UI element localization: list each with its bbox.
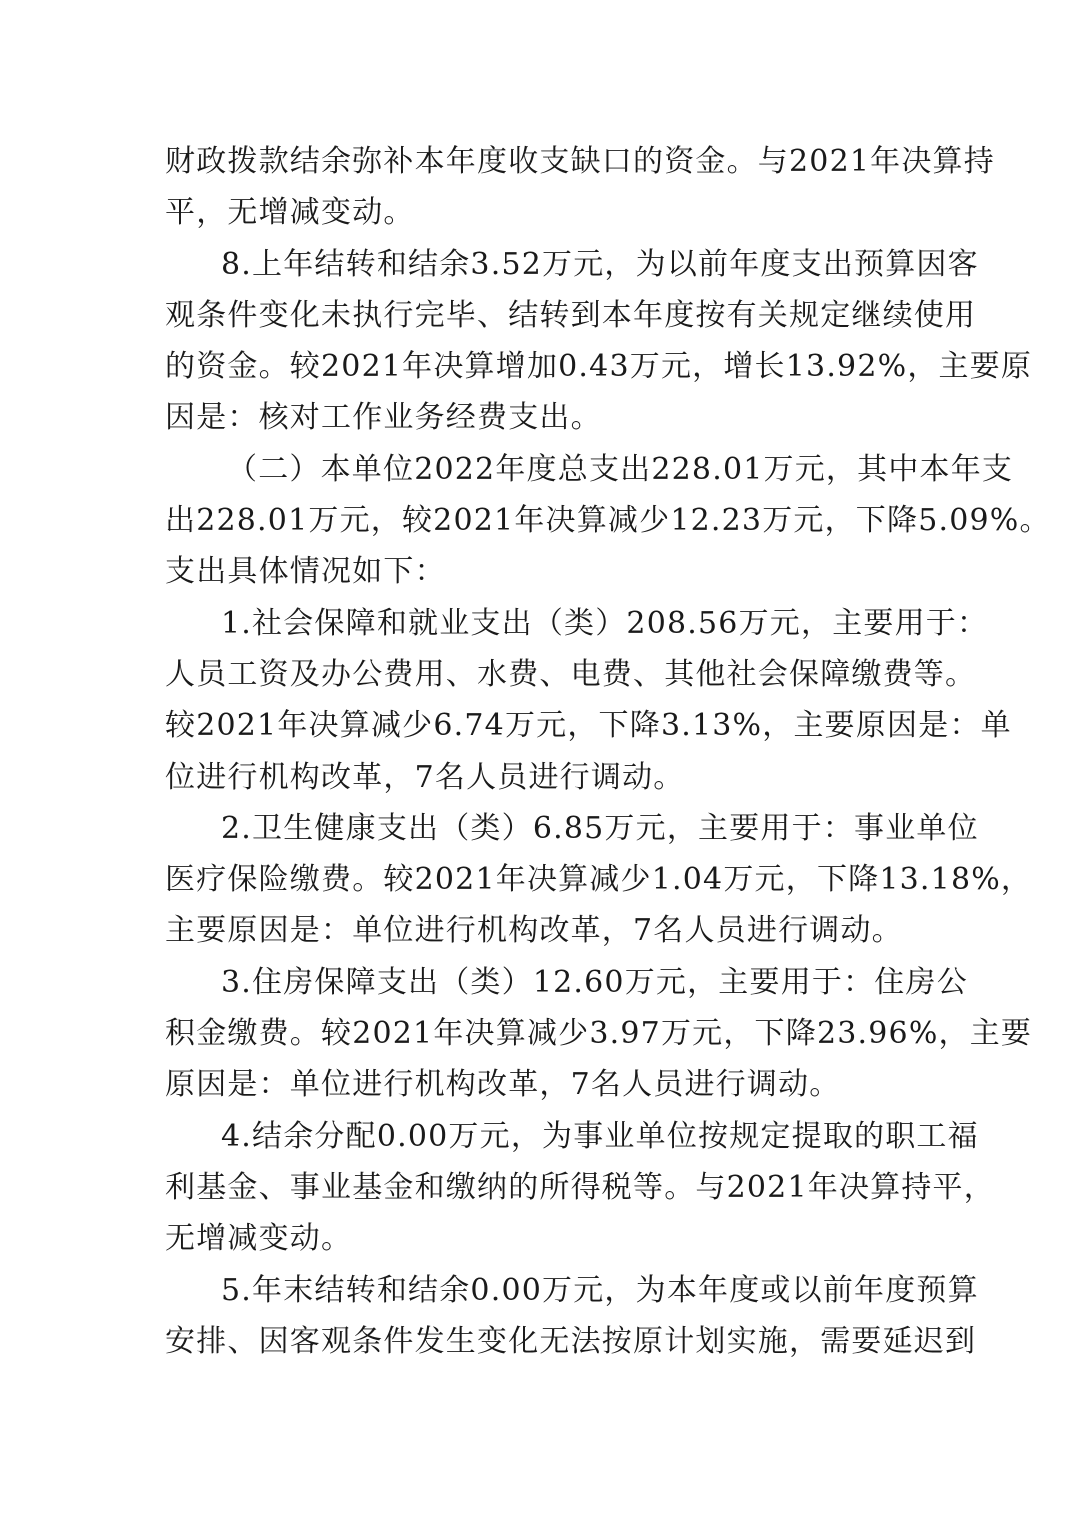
paragraph-line: 2.卫生健康支出（类）6.85万元，主要用于：事业单位	[221, 810, 979, 846]
paragraph-line: 医疗保险缴费。较2021年决算减少1.04万元，下降13.18%，	[165, 862, 1033, 898]
paragraph-line: 支出具体情况如下：	[165, 554, 446, 590]
paragraph-line: 财政拨款结余弥补本年度收支缺口的资金。与2021年决算持	[165, 144, 995, 179]
paragraph-line: 因是：核对工作业务经费支出。	[165, 400, 602, 436]
paragraph-line: 安排、因客观条件发生变化无法按原计划实施，需要延迟到	[165, 1323, 977, 1359]
paragraph-line: 人员工资及办公费用、水费、电费、其他社会保障缴费等。	[165, 656, 977, 692]
paragraph-line: 3.住房保障支出（类）12.60万元，主要用于：住房公	[221, 964, 968, 1000]
paragraph-line: 4.结余分配0.00万元，为事业单位按规定提取的职工福	[221, 1118, 979, 1154]
paragraph-line: 1.社会保障和就业支出（类）208.56万元，主要用于：	[221, 605, 989, 641]
paragraph-line: 积金缴费。较2021年决算减少3.97万元，下降23.96%，主要	[165, 1016, 1033, 1052]
paragraph-line: 8.上年结转和结余3.52万元，为以前年度支出预算因客	[221, 246, 979, 282]
paragraph-line: 观条件变化未执行完毕、结转到本年度按有关规定继续使用	[165, 297, 977, 333]
paragraph-line: 无增减变动。	[165, 1221, 353, 1257]
paragraph-line: 平，无增减变动。	[165, 195, 415, 231]
paragraph-line: （二）本单位2022年度总支出228.01万元，其中本年支	[227, 451, 1014, 487]
document-body	[165, 136, 1051, 1367]
paragraph-line: 原因是：单位进行机构改革，7名人员进行调动。	[165, 1067, 841, 1103]
paragraph-line: 出228.01万元，较2021年决算减少12.23万元，下降5.09%。	[165, 503, 1051, 539]
paragraph-line: 5.年末结转和结余0.00万元，为本年度或以前年度预算	[221, 1272, 979, 1308]
paragraph-line: 位进行机构改革，7名人员进行调动。	[165, 759, 685, 795]
paragraph-line: 的资金。较2021年决算增加0.43万元，增长13.92%，主要原	[165, 349, 1033, 385]
paragraph-line: 利基金、事业基金和缴纳的所得税等。与2021年决算持平，	[165, 1169, 995, 1205]
paragraph-line: 主要原因是：单位进行机构改革，7名人员进行调动。	[165, 913, 903, 949]
paragraph-line: 较2021年决算减少6.74万元，下降3.13%，主要原因是：单	[165, 708, 1012, 744]
